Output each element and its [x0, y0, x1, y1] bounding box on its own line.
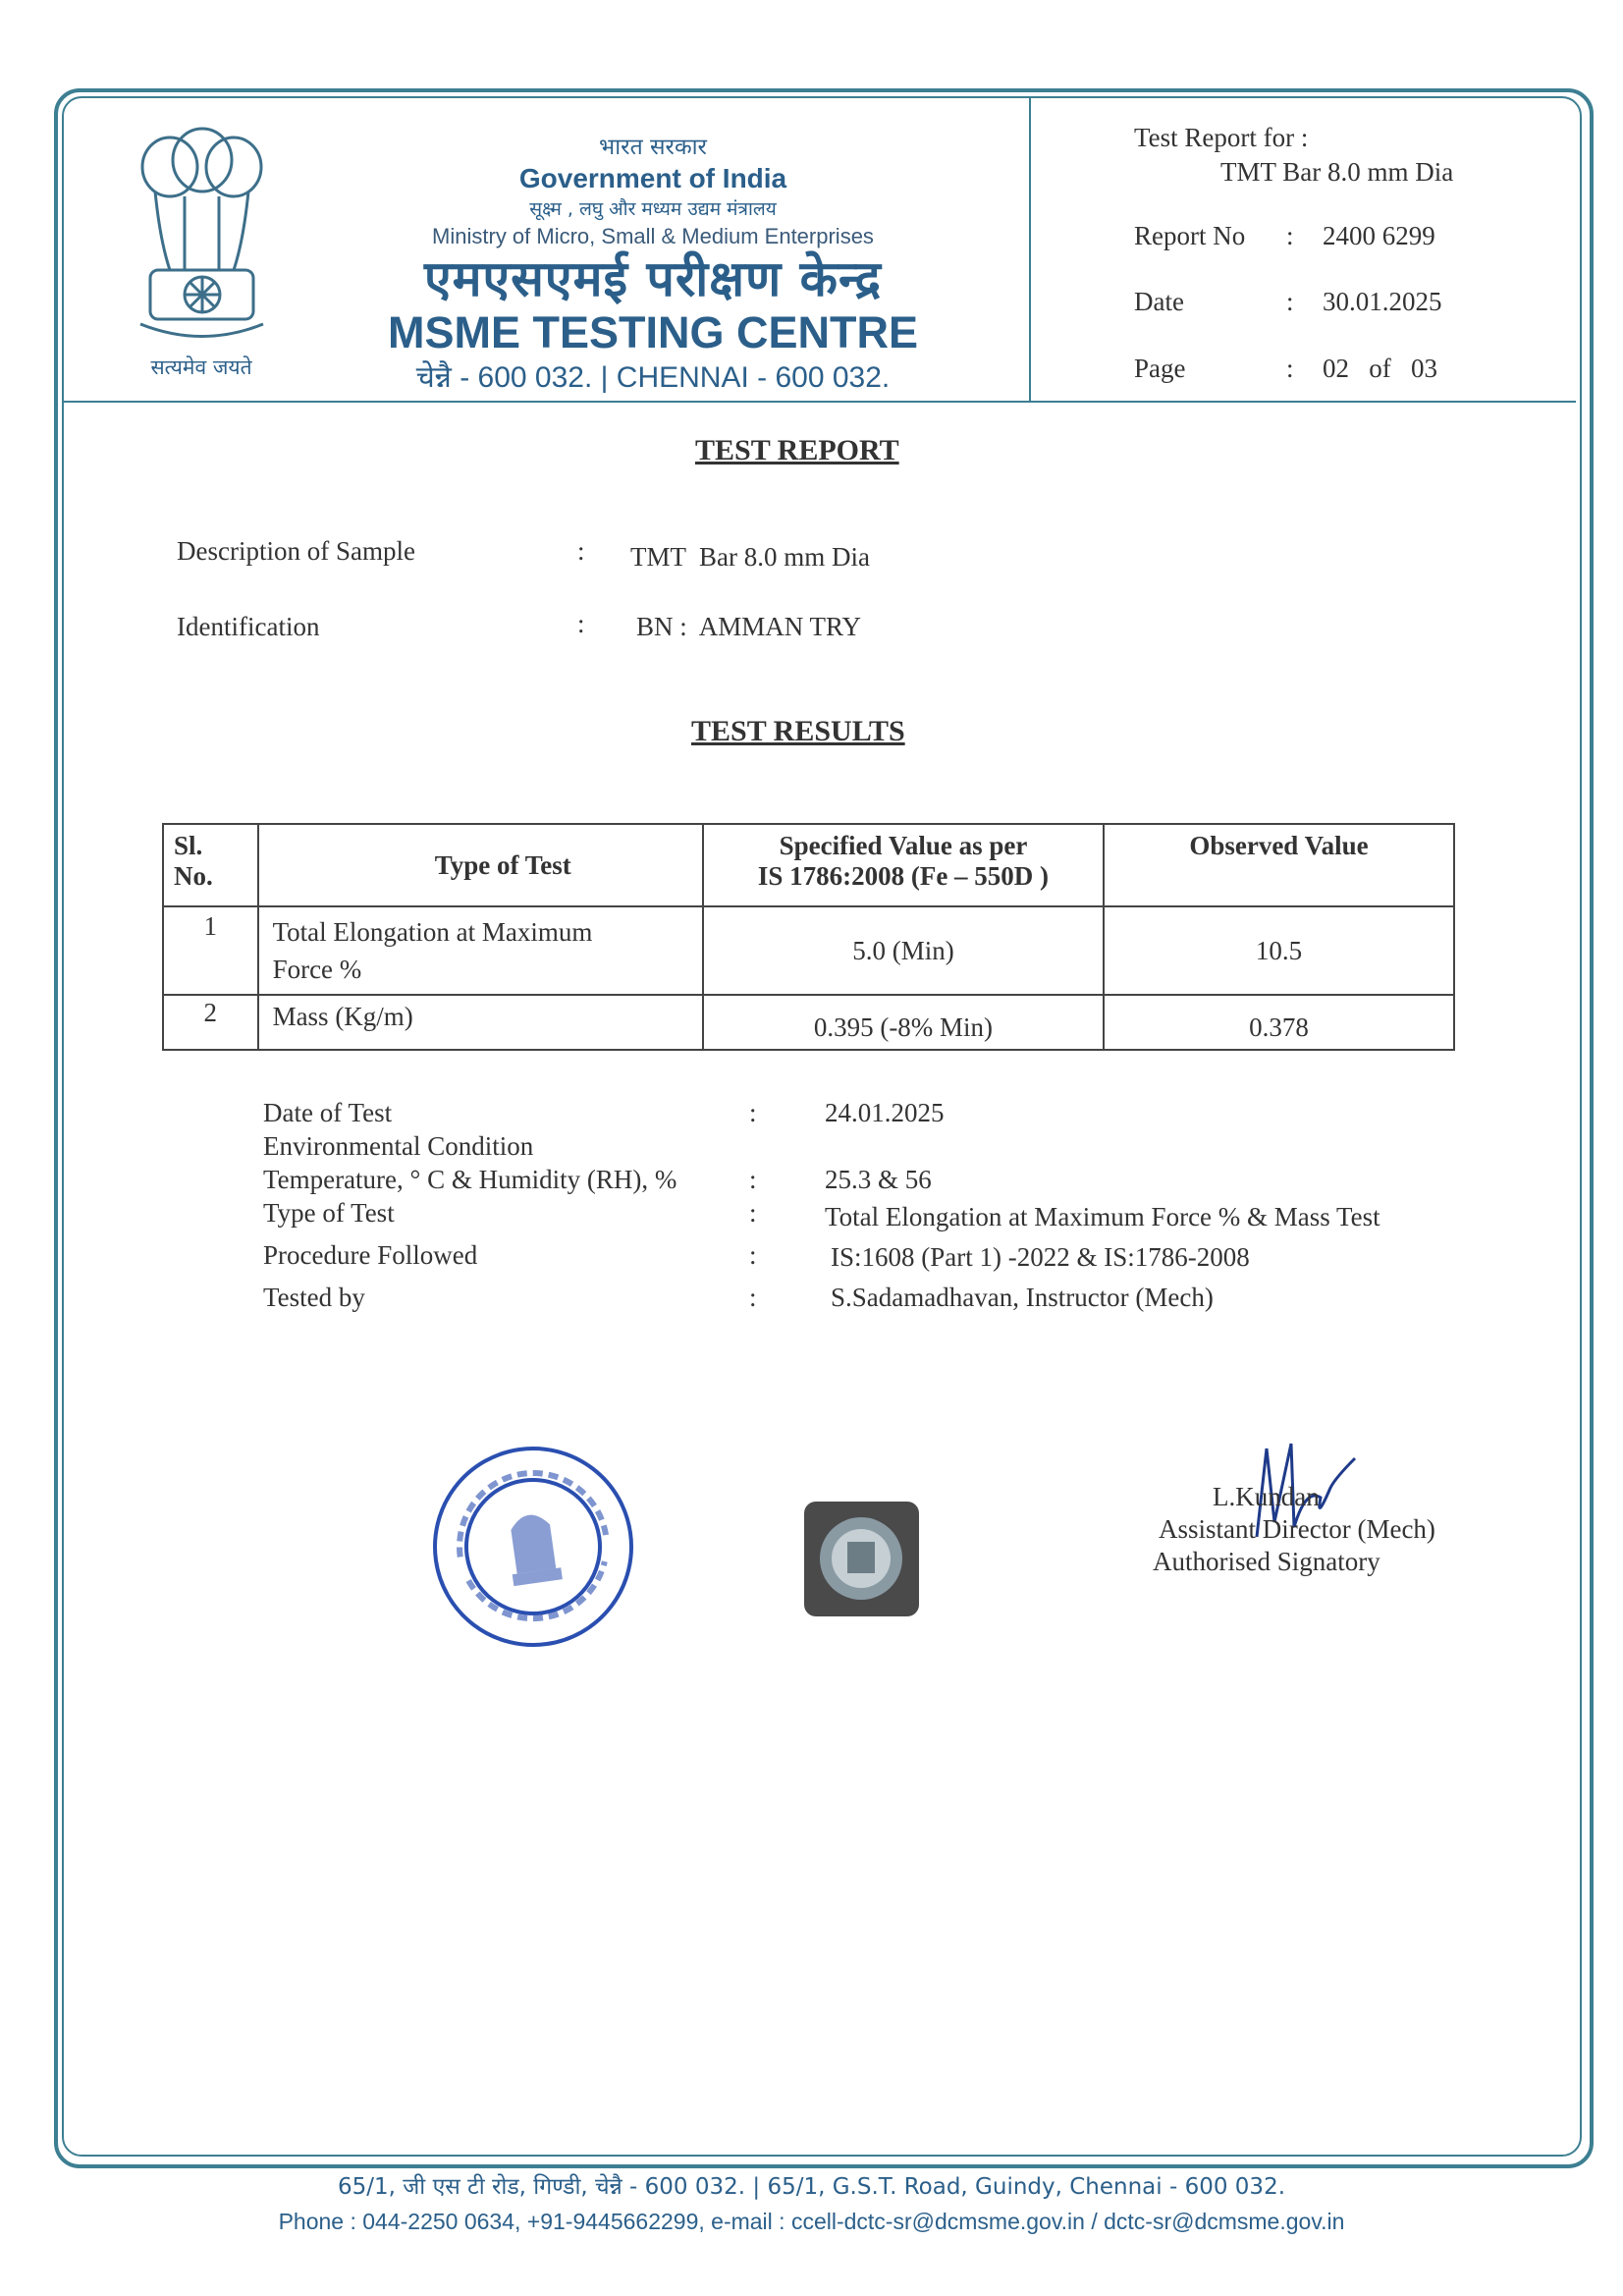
page-footer [0, 2170, 1623, 2239]
row2-observed: 0.378 [1104, 995, 1454, 1050]
type-of-test-row [263, 1198, 1500, 1231]
signatory-block [1153, 1481, 1483, 1578]
type-of-test-colon: : [749, 1198, 757, 1228]
header-divider-horizontal [64, 401, 1576, 403]
report-date-value: 30.01.2025 [1323, 287, 1442, 316]
report-page-value: 02 of 03 [1323, 354, 1437, 383]
header-specified [703, 824, 1104, 906]
date-of-test-label: Date of Test [263, 1098, 393, 1127]
test-results-heading: TEST RESULTS [691, 715, 905, 747]
footer-contact: Phone : 044-2250 0634, +91-9445662299, e-mail : ccell-dctc-sr@dcmsme.gov.in / dctc-sr@dcmsme.gov.in [278, 2209, 1345, 2234]
national-emblem-icon [116, 123, 288, 358]
header-divider-vertical [1029, 98, 1031, 401]
table-row [163, 906, 1454, 995]
type-of-test-label: Type of Test [263, 1198, 395, 1228]
procedure-label: Procedure Followed [263, 1240, 478, 1270]
sample-description-value: TMT Bar 8.0 mm Dia [630, 542, 870, 572]
row1-observed: 10.5 [1104, 906, 1454, 995]
tested-by-label: Tested by [263, 1283, 365, 1312]
organisation-header [324, 133, 982, 398]
temperature-colon: : [749, 1165, 757, 1194]
row1-type-line1: Total Elongation at Maximum [272, 917, 593, 947]
procedure-value: IS:1608 (Part 1) -2022 & IS:1786-2008 [831, 1242, 1250, 1272]
report-no-label: Report No [1134, 221, 1246, 250]
date-of-test-value: 24.01.2025 [825, 1098, 945, 1127]
centre-city: चेन्नै - 600 032. | CHENNAI - 600 032. [415, 361, 891, 394]
header-sl-line2: No. [174, 861, 213, 891]
test-report-heading: TEST REPORT [695, 434, 899, 466]
header-sl-line1: Sl. [174, 831, 203, 860]
table-header-row [163, 824, 1454, 906]
emblem-motto: सत्यमेव जयते [150, 355, 252, 379]
date-of-test-row [263, 1098, 1500, 1131]
identification-label: Identification [177, 612, 320, 641]
row1-type-line2: Force % [272, 955, 362, 984]
header-observed [1104, 824, 1454, 906]
report-for-label: Test Report for : [1134, 123, 1309, 152]
signatory-designation: Assistant Director (Mech) [1159, 1514, 1435, 1544]
type-of-test-value: Total Elongation at Maximum Force % & Mass Test [825, 1202, 1380, 1231]
signatory-name: L.Kundan [1213, 1482, 1320, 1511]
org-hindi-line: भारत सरकार [599, 135, 707, 160]
header-type [258, 824, 703, 906]
date-of-test-colon: : [749, 1098, 757, 1127]
report-for-value: TMT Bar 8.0 mm Dia [1220, 157, 1454, 187]
table-row [163, 995, 1454, 1050]
tested-by-row [263, 1283, 1500, 1316]
report-date-row [1134, 287, 1546, 320]
header-specified-line1: Specified Value as per [779, 831, 1028, 860]
report-no-colon: : [1286, 221, 1294, 250]
header-type-text: Type of Test [434, 849, 571, 880]
environmental-condition-label: Environmental Condition [263, 1131, 534, 1161]
report-page-row [1134, 354, 1546, 387]
temperature-value: 25.3 & 56 [825, 1165, 932, 1194]
row1-specified: 5.0 (Min) [703, 906, 1104, 995]
ministry-english: Ministry of Micro, Small & Medium Enterprises [432, 224, 874, 248]
header-observed-text: Observed Value [1189, 831, 1369, 860]
row2-type: Mass (Kg/m) [258, 995, 703, 1050]
results-table [162, 823, 1455, 1051]
identification-value: BN : AMMAN TRY [636, 612, 862, 641]
temperature-label: Temperature, ° C & Humidity (RH), % [263, 1165, 677, 1194]
official-stamp-icon [420, 1434, 646, 1660]
tested-by-colon: : [749, 1283, 757, 1312]
report-page-colon: : [1286, 354, 1294, 383]
identification-colon: : [577, 609, 585, 638]
org-government: Government of India [518, 163, 787, 193]
header-specified-line2: IS 1786:2008 (Fe – 550D ) [757, 861, 1050, 891]
procedure-row [263, 1240, 1500, 1274]
row1-sl: 1 [163, 906, 258, 995]
ministry-hindi: सूक्ष्म , लघु और मध्यम उद्यम मंत्रालय [529, 198, 777, 220]
report-no-value: 2400 6299 [1323, 221, 1435, 250]
centre-name-hindi: एमएसएमई परीक्षण केन्द्र [423, 250, 883, 307]
hologram-seal-icon [800, 1498, 923, 1620]
header-sl [163, 824, 258, 906]
tested-by-value: S.Sadamadhavan, Instructor (Mech) [831, 1283, 1214, 1312]
report-no-row [1134, 221, 1546, 254]
report-page-label: Page [1134, 354, 1186, 383]
sample-description-label: Description of Sample [177, 536, 415, 566]
sample-description-colon: : [577, 536, 585, 566]
row1-type [258, 906, 703, 995]
row2-sl: 2 [163, 995, 258, 1050]
report-date-label: Date [1134, 287, 1184, 316]
signatory-authority: Authorised Signatory [1153, 1547, 1380, 1576]
report-date-colon: : [1286, 287, 1294, 316]
row2-specified: 0.395 (-8% Min) [703, 995, 1104, 1050]
centre-name-english: MSME TESTING CENTRE [387, 307, 919, 357]
temperature-row [263, 1165, 1500, 1198]
footer-address: 65/1, जी एस टी रोड, गिण्डी, चेन्नै - 600 032. | 65/1, G.S.T. Road, Guindy, Chennai - 600 032. [337, 2174, 1286, 2200]
procedure-colon: : [749, 1240, 757, 1270]
